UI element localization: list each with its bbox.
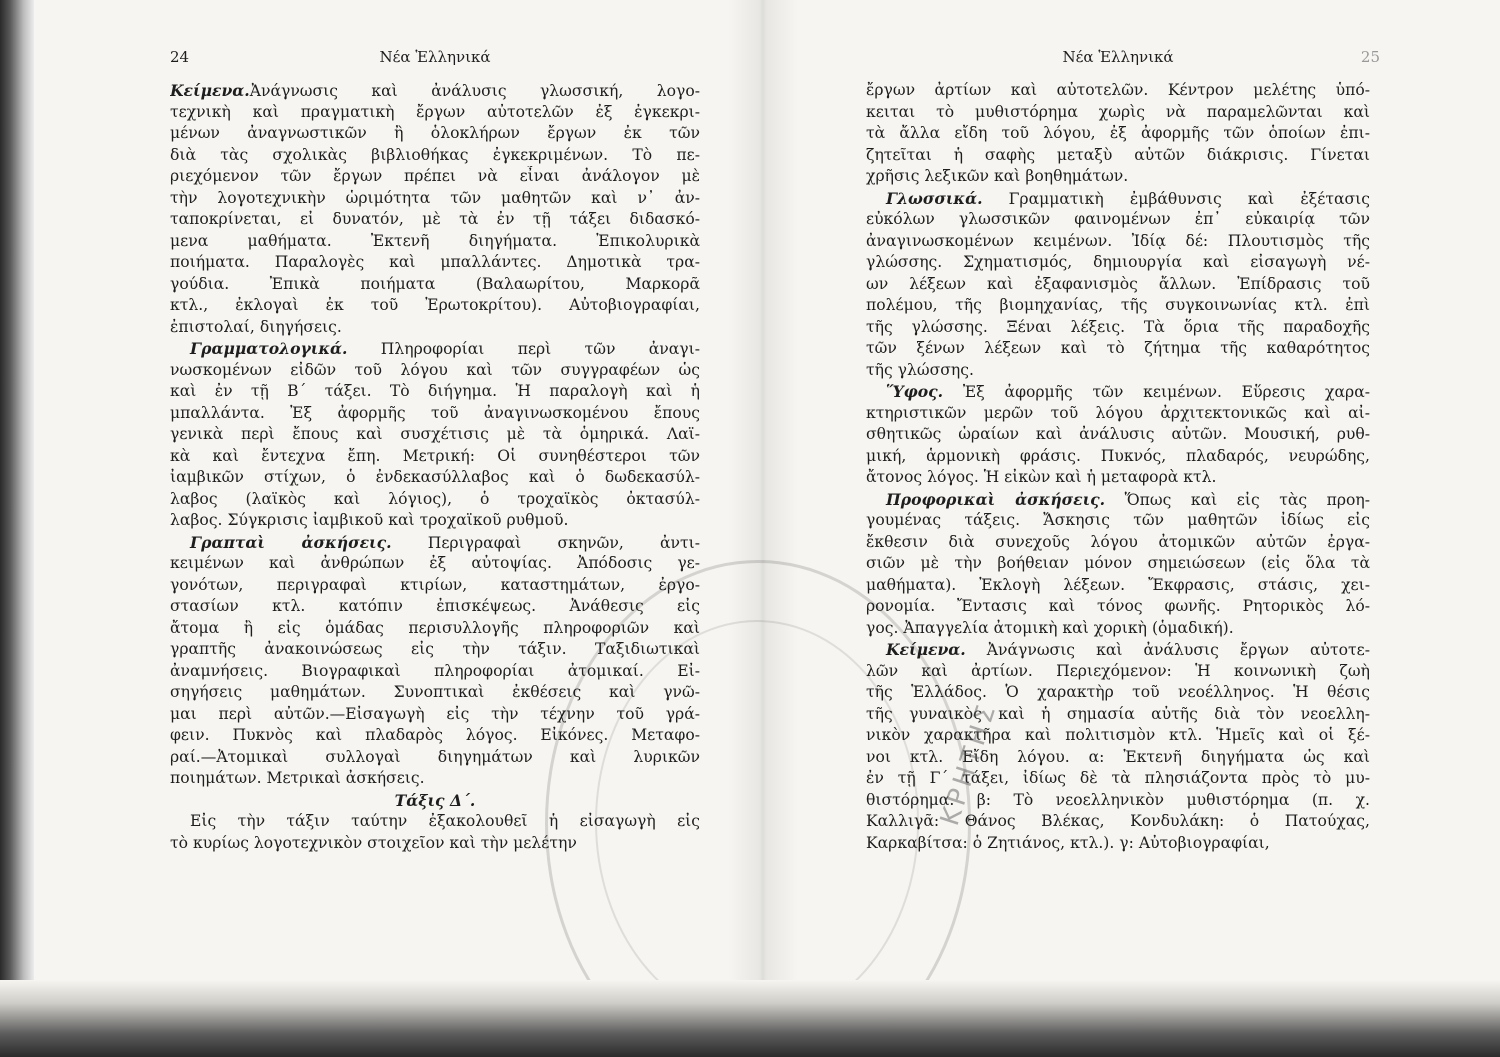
text-segment: τῆς γλώσσης. Ξέναι λέξεις. Τὰ ὅρια τῆς παραδοχῆς [866, 317, 1370, 336]
text-line [170, 295, 700, 317]
text-line [170, 575, 700, 597]
text-segment: γραπτῆς ἀνακοινώσεως εἰς τὴν τάξιν. Ταξιδιωτικαὶ [170, 640, 700, 658]
text-line [170, 166, 700, 188]
text-segment: ρονομία. Ἔντασις καὶ τόνος φωνῆς. Ρητορικὸς λό- [866, 597, 1370, 615]
text-line [866, 381, 1370, 403]
text-segment: κτλ., ἐκλογαὶ ἐκ τοῦ Ἐρωτοκρίτου). Αὐτοβιογραφίαι, [170, 296, 700, 314]
text-segment: νικὸν χαρακτῆρα καὶ πολιτισμὸν κτλ. Ἡμεῖς καὶ οἱ ξέ- [866, 726, 1370, 744]
text-line [170, 532, 700, 554]
text-line [866, 295, 1370, 317]
text-line [866, 274, 1370, 296]
text-line [170, 811, 700, 833]
text-line [170, 596, 700, 618]
text-segment: νοι κτλ. Εἴδη λόγου. α: Ἐκτενῆ διηγήματα ὡς καὶ [866, 747, 1370, 766]
text-segment: τὰ ἄλλα εἴδη τοῦ λόγου, ἐξ ἀφορμῆς τῶν ὁποίων ἐπι- [866, 124, 1370, 142]
text-line [866, 403, 1370, 425]
text-segment: ριεχόμενον τῶν ἔργων πρέπει νὰ εἶναι ἀνάλογον μὲ [170, 167, 700, 185]
text-line [170, 80, 700, 102]
text-line [170, 123, 700, 145]
text-line [170, 725, 700, 747]
text-segment: τῶν ξένων λέξεων καὶ τὸ ζήτημα τῆς καθαρότητος [866, 339, 1370, 357]
left-running-head [170, 48, 700, 70]
text-line [170, 446, 700, 468]
text-line [170, 704, 700, 726]
left-running-title: Νέα Ἑλληνικά [379, 48, 491, 66]
text-line [170, 274, 700, 296]
text-line [866, 424, 1370, 446]
text-line [170, 661, 700, 683]
text-line [866, 747, 1370, 769]
text-segment: Ἐξ ἀφορμῆς τῶν κειμένων. Εὕρεσις χαρα- [943, 383, 1370, 401]
text-segment: κτηριστικῶν μερῶν τοῦ λόγου ἀρχιτεκτονικῶς καὶ αἰ- [866, 403, 1370, 422]
text-segment: κειμένων καὶ ἀνθρώπων ἐξ αὐτοψίας. Ἀπόδοσις γε- [170, 554, 700, 572]
text-segment: σιῶν μὲ τὴν βοήθειαν μόνον σημειώσεων (εἰς ὅλα τὰ [866, 554, 1370, 572]
text-line [866, 145, 1370, 167]
text-segment: ἰαμβικῶν στίχων, ὁ ἐνδεκασύλλαβος καὶ ὁ δωδεκασύλ- [170, 468, 700, 486]
text-segment: σηγήσεις μαθημάτων. Συνοπτικαὶ ἐκθέσεις καὶ γνῶ- [170, 683, 700, 701]
text-segment: σθητικῶς ὡραίων καὶ ἀνάλυσις αὐτῶν. Μουσική, ρυθ- [866, 425, 1370, 443]
scan-edge-shadow [0, 0, 34, 1057]
text-segment: γονότων, περιγραφαὶ κτιρίων, καταστημάτων, ἐργο- [170, 575, 700, 594]
text-segment: φειν. Πυκνὸς καὶ πλαδαρὸς λόγος. Εἰκόνες. Μεταφο- [170, 726, 700, 744]
text-segment: κὰ καὶ ἔντεχνα ἔπη. Μετρική: Οἱ συνηθέστεροι τῶν [170, 446, 700, 465]
text-line [170, 553, 700, 575]
text-line [170, 639, 700, 661]
text-segment: τεχνικὴ καὶ πραγματικὴ ἔργων αὐτοτελῶν ἐξ ἐγκεκρι- [170, 102, 700, 121]
text-segment: μενα μαθήματα. Ἐκτενῆ διηγήματα. Ἐπικολυρικὰ [170, 231, 700, 250]
section-heading: Γραμματολογικά. [190, 339, 348, 358]
text-segment: ἐπιστολαί, διηγήσεις. [170, 317, 342, 336]
text-segment: ἀναμνήσεις. Βιογραφικαὶ πληροφορίαι ἀτομικαί. Εἰ- [170, 661, 700, 680]
text-segment: τὴν λογοτεχνικὴν ὡριμότητα τῶν μαθητῶν καὶ ν᾿ ἀν- [170, 188, 700, 207]
text-line [866, 231, 1370, 253]
section-heading: Γραπταὶ ἀσκήσεις. [190, 532, 392, 552]
text-segment: τῆς Ἑλλάδος. Ὁ χαρακτὴρ τοῦ νεοέλληνος. Ἡ θέσις [866, 683, 1370, 701]
text-line [866, 532, 1370, 554]
text-segment: χρῆσις λεξικῶν καὶ βοηθημάτων. [866, 167, 1129, 185]
text-line [866, 446, 1370, 468]
text-line [866, 768, 1370, 790]
text-segment: ταποκρίνεται, εἰ δυνατόν, μὲ τὰ ἐν τῇ τάξει διδασκό- [170, 210, 700, 228]
text-segment: ἀναγινωσκομένων κειμένων. Ἰδίᾳ δέ: Πλουτισμὸς τῆς [866, 231, 1370, 250]
text-line [866, 360, 1370, 382]
text-line [170, 424, 700, 446]
text-segment: ἔργων ἀρτίων καὶ αὐτοτελῶν. Κέντρον μελέτης ὑπό- [866, 81, 1370, 99]
text-line [170, 747, 700, 769]
text-line [170, 381, 700, 403]
text-segment: ποιημάτων. Μετρικαὶ ἀσκήσεις. [170, 769, 425, 787]
text-line [866, 575, 1370, 597]
text-line [170, 833, 700, 855]
text-segment: ποιήματα. Παραλογὲς καὶ μπαλλάντες. Δημοτικὰ τρα- [170, 253, 700, 271]
scan-bottom-shadow [0, 980, 1500, 1057]
text-line [866, 618, 1370, 640]
text-segment: Γραμματικὴ ἐμβάθυνσις καὶ ἐξέτασις [982, 189, 1370, 208]
text-line [866, 661, 1370, 683]
text-segment: ζητεῖται ἡ σαφὴς μεταξὺ αὐτῶν διάκρισις. Γίνεται [866, 145, 1370, 164]
text-line [866, 467, 1370, 489]
left-page-number: 24 [170, 48, 190, 66]
text-segment: διὰ τὰς σχολικὰς βιβλιοθήκας ἐγκεκριμένων. Τὸ πε- [170, 145, 700, 164]
section-heading: Προφορικαὶ ἀσκήσεις. [886, 489, 1106, 509]
section-heading: Τάξις Δ΄. [394, 790, 476, 810]
stamp-text-side: ΚΡΗΤΗΣ [935, 698, 1004, 830]
right-running-title: Νέα Ἑλληνικά [1062, 48, 1174, 66]
text-line [866, 102, 1370, 124]
text-segment: εὐκόλων γλωσσικῶν φαινομένων ἐπ᾿ εὐκαιρίᾳ τῶν [866, 210, 1370, 228]
text-line [866, 209, 1370, 231]
text-line [170, 252, 700, 274]
text-segment: νωσκομένων εἰδῶν τοῦ λόγου καὶ τῶν συγγραφέων ὡς [170, 360, 700, 379]
text-line [170, 790, 700, 812]
text-segment: μένων ἀναγνωστικῶν ἢ ὁλοκλήρων ἔργων ἐκ τῶν [170, 124, 700, 142]
text-line [866, 166, 1370, 188]
text-segment: Πληροφορίαι περὶ τῶν ἀναγι- [347, 340, 700, 358]
text-segment: λαβος (λαϊκὸς καὶ λόγιος), ὁ τροχαϊκὸς ὀκτασύλ- [170, 489, 700, 508]
text-line [170, 489, 700, 511]
text-line [866, 188, 1370, 210]
right-page-number: 25 [1360, 48, 1380, 66]
text-line [866, 338, 1370, 360]
right-page-body [866, 80, 1370, 854]
text-segment: γενικὰ περὶ ἔπους καὶ συσχέτισις μὲ τὰ ὁμηρικά. Λαϊ- [170, 425, 700, 443]
text-segment: Καλλιγᾶ: Θάνος Βλέκας, Κονδυλάκη: ὁ Πατούχας, [866, 812, 1370, 830]
text-segment: Εἰς τὴν τάξιν ταύτην ἐξακολουθεῖ ἡ εἰσαγωγὴ εἰς [190, 812, 700, 830]
text-segment: μαι περὶ αὐτῶν.—Εἰσαγωγὴ εἰς τὴν τέχνην τοῦ γρά- [170, 704, 700, 723]
text-line [866, 725, 1370, 747]
text-segment: θιστόρημα. β: Τὸ νεοελληνικὸν μυθιστόρημα (π. χ. [866, 790, 1370, 809]
text-segment: ἄτομα ἢ εἰς ὁμάδας περισυλλογῆς πληροφοριῶν καὶ [170, 618, 700, 637]
text-line [170, 768, 700, 790]
text-line [170, 145, 700, 167]
text-line [170, 403, 700, 425]
text-segment: ραί.—Ἀτομικαὶ συλλογαὶ διηγημάτων καὶ λυρικῶν [170, 747, 700, 766]
text-line [170, 231, 700, 253]
text-segment: Καρκαβίτσα: ὁ Ζητιάνος, κτλ.). γ: Αὐτοβιογραφίαι, [866, 833, 1270, 852]
text-line [866, 682, 1370, 704]
text-line [170, 510, 700, 532]
text-line [866, 80, 1370, 102]
text-segment: Ὅπως καὶ εἰς τὰς προη- [1105, 490, 1370, 509]
text-line [170, 618, 700, 640]
text-line [170, 102, 700, 124]
text-segment: γλώσσης. Σχηματισμός, δημιουργία καὶ εἰσαγωγὴ νέ- [866, 253, 1370, 271]
section-heading: Γλωσσικά. [886, 188, 983, 208]
text-segment: ἔκθεσιν διὰ συνεχοῦς λόγου ἀτομικῶν αὐτῶν ἐργα- [866, 532, 1370, 551]
text-segment: τῆς γυναικὸς καὶ ἡ σημασία αὐτῆς διὰ τὸν νεοελλη- [866, 704, 1370, 723]
text-segment: ἐν τῇ Γ΄ τάξει, ἰδίως δὲ τὰ πλησιάζοντα πρὸς τὸ μυ- [866, 769, 1370, 787]
text-segment: γούδια. Ἐπικὰ ποιήματα (Βαλαωρίτου, Μαρκορᾶ [170, 274, 700, 293]
text-segment: γουμένας τάξεις. Ἄσκησις τῶν μαθητῶν ἰδίως εἰς [866, 511, 1370, 529]
text-segment: Περιγραφαὶ σκηνῶν, ἀντι- [391, 533, 700, 552]
text-line [866, 252, 1370, 274]
text-line [866, 704, 1370, 726]
section-heading: Κείμενα. [886, 640, 966, 659]
text-segment: στασίων κτλ. κατόπιν ἐπισκέψεως. Ἀνάθεσις εἰς [170, 597, 700, 615]
text-line [170, 209, 700, 231]
text-segment: τὸ κυρίως λογοτεχνικὸν στοιχεῖον καὶ τὴν μελέτην [170, 833, 577, 852]
left-page-body [170, 80, 700, 854]
text-segment: κειται τὸ μυθιστόρημα χωρὶς νὰ παραμελῶνται καὶ [866, 102, 1370, 121]
text-segment: γος. Ἀπαγγελία ἀτομικὴ καὶ χορικὴ (ὁμαδική). [866, 618, 1234, 637]
text-line [170, 360, 700, 382]
text-line [170, 467, 700, 489]
text-line [866, 489, 1370, 511]
text-segment: τῆς γλώσσης. [866, 360, 974, 379]
text-line [170, 188, 700, 210]
text-line [866, 553, 1370, 575]
text-segment: μαθήματα). Ἐκλογὴ λέξεων. Ἔκφρασις, στάσις, χει- [866, 575, 1370, 594]
section-heading: Ὕφος. [886, 382, 944, 401]
text-line [866, 639, 1370, 661]
text-line [866, 317, 1370, 339]
text-segment: ἄτονος λόγος. Ἡ εἰκὼν καὶ ἡ μεταφορὰ κτλ. [866, 468, 1217, 486]
text-line [866, 123, 1370, 145]
text-line [866, 510, 1370, 532]
text-segment: Ἀνάγνωσις καὶ ἀνάλυσις ἔργων αὐτοτε- [965, 641, 1370, 659]
text-line [866, 596, 1370, 618]
text-line [170, 338, 700, 360]
text-segment: μπαλλάντα. Ἐξ ἀφορμῆς τοῦ ἀναγινωσκομένου ἔπους [170, 403, 700, 422]
text-segment: λῶν καὶ ἀρτίων. Περιεχόμενον: Ἡ κοινωνικὴ ζωὴ [866, 661, 1370, 680]
text-segment: καὶ ἐν τῇ Β΄ τάξει. Τὸ διήγημα. Ἡ παραλογὴ καὶ ἡ [170, 382, 700, 400]
text-line [866, 833, 1370, 855]
right-running-head [866, 48, 1380, 70]
text-segment: μική, ἁρμονικὴ φράσις. Πυκνός, πλαδαρός, νευρώδης, [866, 446, 1370, 465]
text-segment: Ἀνάγνωσις καὶ ἀνάλυσις γλωσσική, λογο- [249, 82, 700, 100]
text-segment: λαβος. Σύγκρισις ἰαμβικοῦ καὶ τροχαϊκοῦ ρυθμοῦ. [170, 511, 569, 529]
text-segment: ων λέξεων καὶ ἐξαφανισμὸς ἄλλων. Ἐπίδρασις τοῦ [866, 274, 1370, 293]
text-line [170, 317, 700, 339]
text-line [170, 682, 700, 704]
section-heading: Κείμενα. [170, 81, 250, 100]
text-segment: πολέμου, τῆς βιομηχανίας, τῆς συγκοινωνίας κτλ. ἐπὶ [866, 296, 1370, 314]
